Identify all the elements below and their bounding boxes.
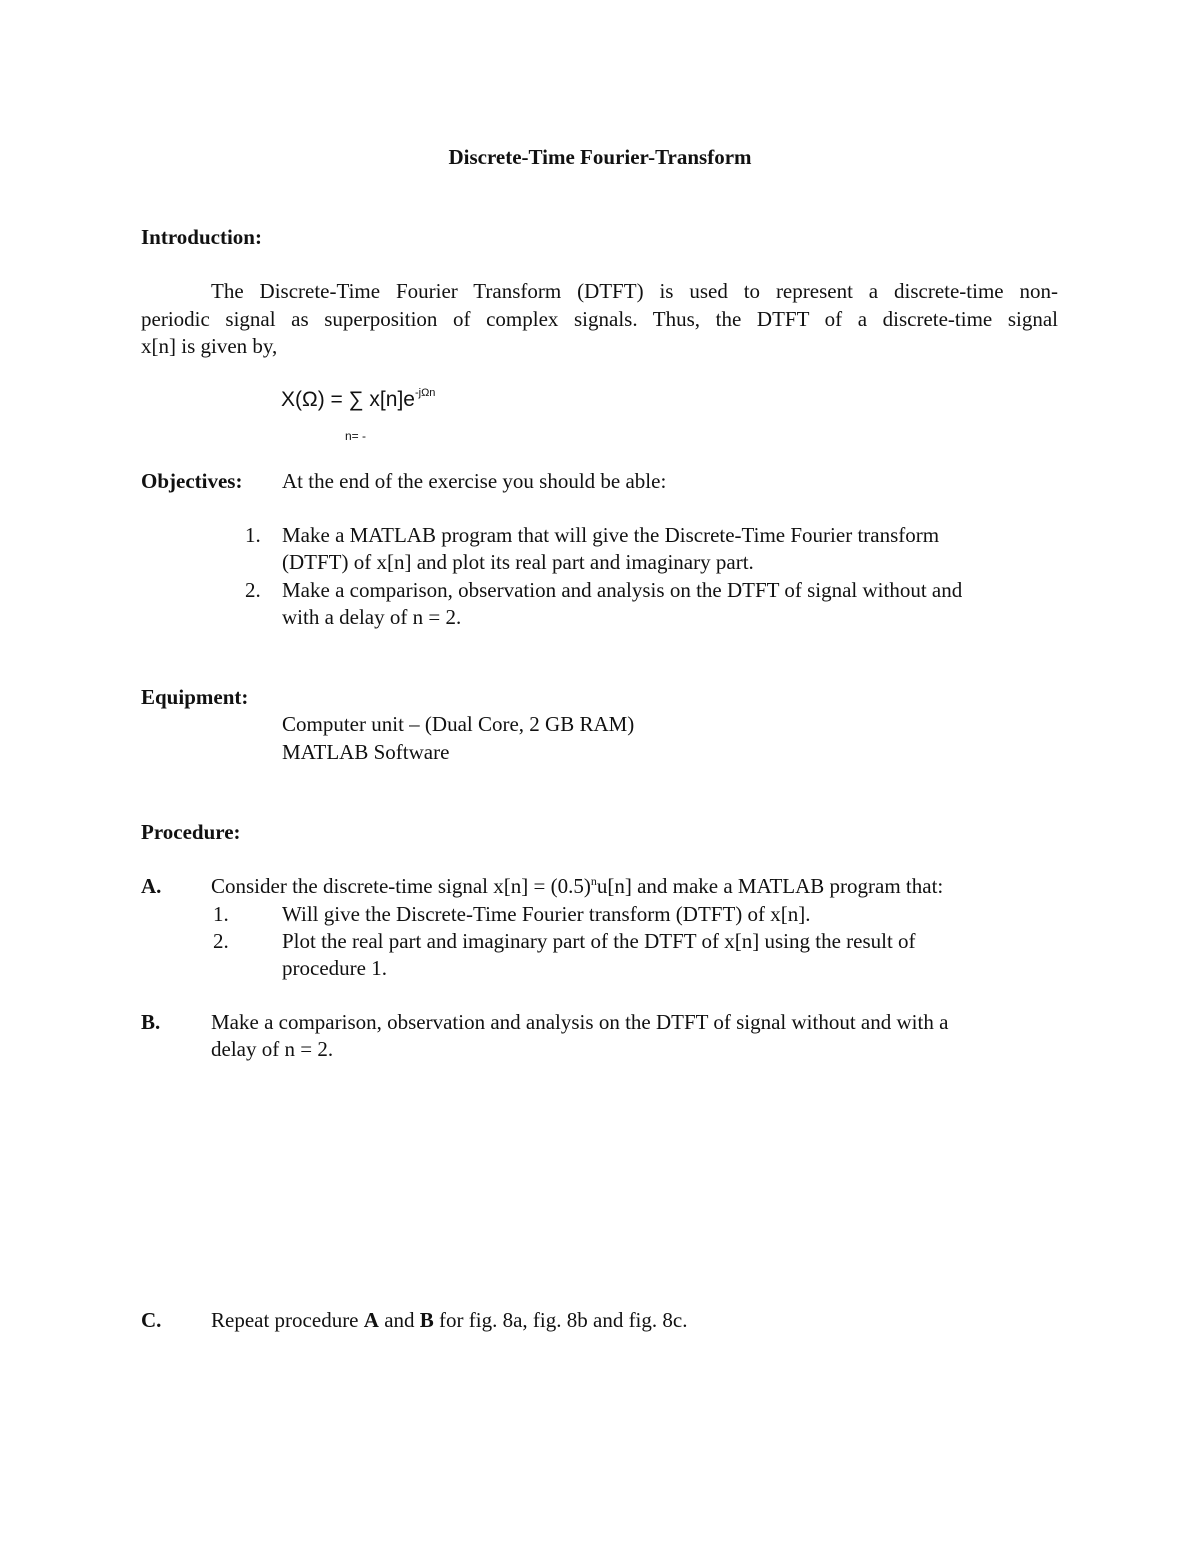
procedure-a-sub-number-1: 1.: [213, 902, 229, 926]
objective-number-1: 1.: [245, 523, 261, 547]
objectives-intro: At the end of the exercise you should be able:: [282, 469, 667, 493]
objective-1-line-1: Make a MATLAB program that will give the Discrete-Time Fourier transform: [282, 523, 940, 547]
introduction-line-2: periodic signal as superposition of complex signals. Thus, the DTFT of a discrete-time signal: [141, 307, 1058, 331]
objective-2-line-2: with a delay of n = 2.: [282, 605, 462, 629]
procedure-a-sub-number-2: 2.: [213, 929, 229, 953]
procedure-a-label: A.: [141, 874, 162, 898]
equipment-item-2: MATLAB Software: [282, 740, 450, 764]
equipment-heading: Equipment:: [141, 685, 249, 709]
procedure-a-sub-2-line-1: Plot the real part and imaginary part of the DTFT of x[n] using the result of: [282, 929, 916, 953]
procedure-a-sub-2-line-2: procedure 1.: [282, 956, 387, 980]
formula-main: X(Ω) = ∑ x[n]e: [281, 388, 415, 411]
formula-exponent: -jΩn: [414, 387, 436, 399]
objectives-heading: Objectives:: [141, 469, 243, 493]
objective-2-line-1: Make a comparison, observation and analysis on the DTFT of signal without and: [282, 578, 963, 602]
procedure-a-text: Consider the discrete-time signal $x[n] = (0.5)^nu[n]$ and make a MATLAB program that:: [211, 874, 944, 898]
procedure-b-line-2: delay of n = 2.: [211, 1037, 334, 1061]
introduction-line-3: x[n] is given by,: [141, 334, 278, 358]
procedure-heading: Procedure:: [141, 820, 241, 844]
document-title: Discrete-Time Fourier-Transform: [448, 145, 752, 169]
procedure-c-label: C.: [141, 1308, 162, 1332]
procedure-a-sub-1-text: Will give the Discrete-Time Fourier transform (DTFT) of x[n].: [282, 902, 811, 926]
exponent-n: n: [590, 874, 597, 888]
introduction-line-1: The Discrete-Time Fourier Transform (DTFT) is used to represent a discrete-time non-: [211, 279, 1058, 303]
introduction-heading: Introduction:: [141, 225, 262, 249]
equipment-item-1: Computer unit – (Dual Core, 2 GB RAM): [282, 712, 635, 736]
objective-1-line-2: (DTFT) of x[n] and plot its real part and imaginary part.: [282, 550, 754, 574]
dtft-formula: [281, 386, 435, 417]
procedure-b-line-1: Make a comparison, observation and analysis on the DTFT of signal without and with a: [211, 1010, 949, 1034]
formula-subscript: n= -: [345, 429, 367, 443]
objective-number-2: 2.: [245, 578, 261, 602]
procedure-b-label: B.: [141, 1010, 161, 1034]
procedure-c-text: Repeat procedure A and B for fig. 8a, fig. 8b and fig. 8c.: [211, 1308, 688, 1332]
